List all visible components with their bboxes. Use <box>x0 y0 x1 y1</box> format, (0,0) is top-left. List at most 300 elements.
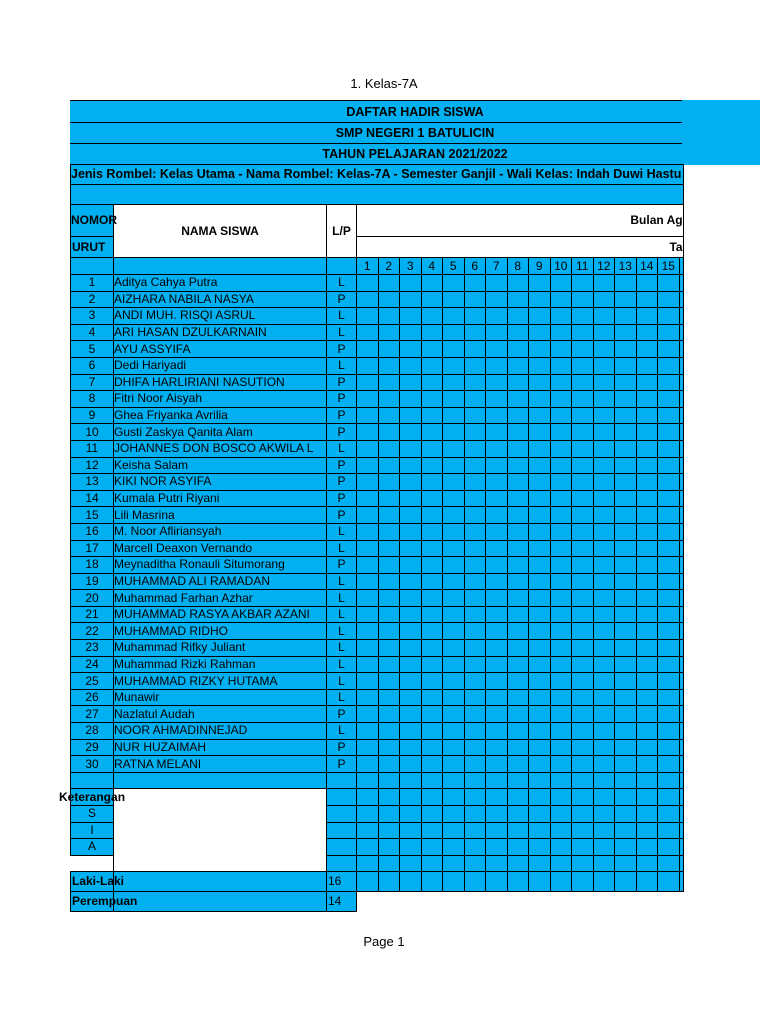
attendance-cell[interactable] <box>486 640 508 657</box>
attendance-cell[interactable] <box>679 822 683 839</box>
attendance-cell[interactable] <box>400 689 422 706</box>
attendance-cell[interactable] <box>658 739 680 756</box>
attendance-cell[interactable] <box>636 573 658 590</box>
attendance-cell[interactable] <box>357 855 379 872</box>
attendance-cell[interactable] <box>615 540 637 557</box>
attendance-cell[interactable] <box>636 806 658 823</box>
attendance-cell[interactable] <box>464 573 486 590</box>
attendance-cell[interactable] <box>486 855 508 872</box>
attendance-cell[interactable] <box>507 606 529 623</box>
attendance-cell[interactable] <box>636 606 658 623</box>
attendance-cell[interactable] <box>572 723 594 740</box>
attendance-cell[interactable] <box>464 557 486 574</box>
attendance-cell[interactable] <box>550 308 572 325</box>
attendance-cell[interactable] <box>378 822 400 839</box>
attendance-cell[interactable] <box>464 391 486 408</box>
attendance-cell[interactable] <box>400 407 422 424</box>
attendance-cell[interactable] <box>658 507 680 524</box>
attendance-cell[interactable] <box>572 440 594 457</box>
attendance-cell[interactable] <box>378 573 400 590</box>
attendance-cell[interactable] <box>636 523 658 540</box>
attendance-cell[interactable] <box>464 407 486 424</box>
attendance-cell[interactable] <box>421 275 443 292</box>
attendance-cell[interactable] <box>572 490 594 507</box>
attendance-cell[interactable] <box>550 507 572 524</box>
attendance-cell[interactable] <box>679 756 683 773</box>
attendance-cell[interactable] <box>464 324 486 341</box>
attendance-cell[interactable] <box>421 540 443 557</box>
attendance-cell[interactable] <box>400 772 422 789</box>
attendance-cell[interactable] <box>615 557 637 574</box>
attendance-cell[interactable] <box>400 474 422 491</box>
attendance-cell[interactable] <box>486 523 508 540</box>
attendance-cell[interactable] <box>593 275 615 292</box>
attendance-cell[interactable] <box>679 673 683 690</box>
attendance-cell[interactable] <box>464 291 486 308</box>
attendance-cell[interactable] <box>550 557 572 574</box>
attendance-cell[interactable] <box>636 557 658 574</box>
attendance-cell[interactable] <box>443 275 465 292</box>
attendance-cell[interactable] <box>357 590 379 607</box>
attendance-cell[interactable] <box>507 855 529 872</box>
attendance-cell[interactable] <box>572 424 594 441</box>
attendance-cell[interactable] <box>507 507 529 524</box>
attendance-cell[interactable] <box>443 623 465 640</box>
attendance-cell[interactable] <box>357 275 379 292</box>
attendance-cell[interactable] <box>615 640 637 657</box>
attendance-cell[interactable] <box>400 723 422 740</box>
attendance-cell[interactable] <box>636 357 658 374</box>
attendance-cell[interactable] <box>443 324 465 341</box>
attendance-cell[interactable] <box>615 772 637 789</box>
attendance-cell[interactable] <box>421 706 443 723</box>
attendance-cell[interactable] <box>357 806 379 823</box>
attendance-cell[interactable] <box>550 357 572 374</box>
attendance-cell[interactable] <box>421 756 443 773</box>
attendance-cell[interactable] <box>464 855 486 872</box>
attendance-cell[interactable] <box>658 341 680 358</box>
attendance-cell[interactable] <box>400 324 422 341</box>
attendance-cell[interactable] <box>550 673 572 690</box>
attendance-cell[interactable] <box>486 324 508 341</box>
attendance-cell[interactable] <box>593 291 615 308</box>
attendance-cell[interactable] <box>529 640 551 657</box>
attendance-cell[interactable] <box>378 391 400 408</box>
attendance-cell[interactable] <box>464 357 486 374</box>
attendance-cell[interactable] <box>593 789 615 806</box>
attendance-cell[interactable] <box>486 806 508 823</box>
attendance-cell[interactable] <box>357 374 379 391</box>
attendance-cell[interactable] <box>529 706 551 723</box>
attendance-cell[interactable] <box>679 739 683 756</box>
attendance-cell[interactable] <box>464 341 486 358</box>
attendance-cell[interactable] <box>421 374 443 391</box>
attendance-cell[interactable] <box>507 324 529 341</box>
attendance-cell[interactable] <box>593 706 615 723</box>
attendance-cell[interactable] <box>572 540 594 557</box>
attendance-cell[interactable] <box>615 457 637 474</box>
attendance-cell[interactable] <box>486 573 508 590</box>
attendance-cell[interactable] <box>357 440 379 457</box>
attendance-cell[interactable] <box>550 374 572 391</box>
attendance-cell[interactable] <box>486 374 508 391</box>
attendance-cell[interactable] <box>529 540 551 557</box>
attendance-cell[interactable] <box>615 689 637 706</box>
attendance-cell[interactable] <box>486 507 508 524</box>
attendance-cell[interactable] <box>658 656 680 673</box>
attendance-cell[interactable] <box>550 723 572 740</box>
attendance-cell[interactable] <box>529 739 551 756</box>
attendance-cell[interactable] <box>572 374 594 391</box>
attendance-cell[interactable] <box>357 772 379 789</box>
attendance-cell[interactable] <box>357 391 379 408</box>
attendance-cell[interactable] <box>443 806 465 823</box>
attendance-cell[interactable] <box>507 623 529 640</box>
attendance-cell[interactable] <box>421 407 443 424</box>
attendance-cell[interactable] <box>357 739 379 756</box>
attendance-cell[interactable] <box>400 275 422 292</box>
attendance-cell[interactable] <box>550 407 572 424</box>
attendance-cell[interactable] <box>443 407 465 424</box>
attendance-cell[interactable] <box>507 308 529 325</box>
attendance-cell[interactable] <box>636 474 658 491</box>
attendance-cell[interactable] <box>572 689 594 706</box>
attendance-cell[interactable] <box>529 855 551 872</box>
attendance-cell[interactable] <box>593 540 615 557</box>
attendance-cell[interactable] <box>357 341 379 358</box>
attendance-cell[interactable] <box>357 789 379 806</box>
attendance-cell[interactable] <box>443 855 465 872</box>
attendance-cell[interactable] <box>486 424 508 441</box>
attendance-cell[interactable] <box>550 640 572 657</box>
attendance-cell[interactable] <box>486 590 508 607</box>
attendance-cell[interactable] <box>421 772 443 789</box>
attendance-cell[interactable] <box>572 275 594 292</box>
attendance-cell[interactable] <box>357 656 379 673</box>
attendance-cell[interactable] <box>658 806 680 823</box>
attendance-cell[interactable] <box>593 308 615 325</box>
attendance-cell[interactable] <box>593 739 615 756</box>
attendance-cell[interactable] <box>464 490 486 507</box>
attendance-cell[interactable] <box>421 424 443 441</box>
attendance-cell[interactable] <box>421 490 443 507</box>
attendance-cell[interactable] <box>400 308 422 325</box>
attendance-cell[interactable] <box>615 407 637 424</box>
attendance-cell[interactable] <box>529 457 551 474</box>
attendance-cell[interactable] <box>443 756 465 773</box>
attendance-cell[interactable] <box>572 772 594 789</box>
attendance-cell[interactable] <box>679 474 683 491</box>
attendance-cell[interactable] <box>486 341 508 358</box>
attendance-cell[interactable] <box>529 424 551 441</box>
attendance-cell[interactable] <box>658 573 680 590</box>
attendance-cell[interactable] <box>658 590 680 607</box>
attendance-cell[interactable] <box>507 424 529 441</box>
attendance-cell[interactable] <box>443 606 465 623</box>
attendance-cell[interactable] <box>464 689 486 706</box>
attendance-cell[interactable] <box>550 424 572 441</box>
attendance-cell[interactable] <box>486 474 508 491</box>
attendance-cell[interactable] <box>529 606 551 623</box>
attendance-cell[interactable] <box>507 822 529 839</box>
attendance-cell[interactable] <box>529 308 551 325</box>
attendance-cell[interactable] <box>378 540 400 557</box>
attendance-cell[interactable] <box>615 573 637 590</box>
attendance-cell[interactable] <box>421 308 443 325</box>
attendance-cell[interactable] <box>400 374 422 391</box>
attendance-cell[interactable] <box>378 440 400 457</box>
attendance-cell[interactable] <box>400 872 422 892</box>
attendance-cell[interactable] <box>550 523 572 540</box>
attendance-cell[interactable] <box>443 308 465 325</box>
attendance-cell[interactable] <box>658 357 680 374</box>
attendance-cell[interactable] <box>636 673 658 690</box>
attendance-cell[interactable] <box>572 855 594 872</box>
attendance-cell[interactable] <box>421 839 443 856</box>
attendance-cell[interactable] <box>550 590 572 607</box>
attendance-cell[interactable] <box>378 656 400 673</box>
attendance-cell[interactable] <box>636 291 658 308</box>
attendance-cell[interactable] <box>443 557 465 574</box>
attendance-cell[interactable] <box>400 640 422 657</box>
attendance-cell[interactable] <box>529 872 551 892</box>
attendance-cell[interactable] <box>378 308 400 325</box>
attendance-cell[interactable] <box>636 640 658 657</box>
attendance-cell[interactable] <box>507 341 529 358</box>
attendance-cell[interactable] <box>636 656 658 673</box>
attendance-cell[interactable] <box>357 357 379 374</box>
attendance-cell[interactable] <box>572 407 594 424</box>
attendance-cell[interactable] <box>615 606 637 623</box>
attendance-cell[interactable] <box>658 640 680 657</box>
attendance-cell[interactable] <box>679 689 683 706</box>
attendance-cell[interactable] <box>679 706 683 723</box>
attendance-cell[interactable] <box>443 507 465 524</box>
attendance-cell[interactable] <box>658 839 680 856</box>
attendance-cell[interactable] <box>378 689 400 706</box>
attendance-cell[interactable] <box>507 407 529 424</box>
attendance-cell[interactable] <box>529 723 551 740</box>
attendance-cell[interactable] <box>400 706 422 723</box>
attendance-cell[interactable] <box>572 590 594 607</box>
attendance-cell[interactable] <box>572 756 594 773</box>
attendance-cell[interactable] <box>507 275 529 292</box>
attendance-cell[interactable] <box>550 855 572 872</box>
attendance-cell[interactable] <box>486 623 508 640</box>
attendance-cell[interactable] <box>378 739 400 756</box>
attendance-cell[interactable] <box>615 490 637 507</box>
attendance-cell[interactable] <box>507 374 529 391</box>
attendance-cell[interactable] <box>636 424 658 441</box>
attendance-cell[interactable] <box>421 324 443 341</box>
attendance-cell[interactable] <box>529 673 551 690</box>
attendance-cell[interactable] <box>658 291 680 308</box>
attendance-cell[interactable] <box>421 391 443 408</box>
attendance-cell[interactable] <box>464 440 486 457</box>
attendance-cell[interactable] <box>550 275 572 292</box>
attendance-cell[interactable] <box>378 839 400 856</box>
attendance-cell[interactable] <box>464 706 486 723</box>
attendance-cell[interactable] <box>378 324 400 341</box>
attendance-cell[interactable] <box>550 689 572 706</box>
attendance-cell[interactable] <box>400 756 422 773</box>
attendance-cell[interactable] <box>550 789 572 806</box>
attendance-cell[interactable] <box>529 324 551 341</box>
attendance-cell[interactable] <box>464 656 486 673</box>
attendance-cell[interactable] <box>400 391 422 408</box>
attendance-cell[interactable] <box>572 656 594 673</box>
attendance-cell[interactable] <box>593 490 615 507</box>
attendance-cell[interactable] <box>507 656 529 673</box>
attendance-cell[interactable] <box>421 689 443 706</box>
attendance-cell[interactable] <box>679 424 683 441</box>
attendance-cell[interactable] <box>507 689 529 706</box>
attendance-cell[interactable] <box>593 457 615 474</box>
attendance-cell[interactable] <box>593 640 615 657</box>
attendance-cell[interactable] <box>421 457 443 474</box>
attendance-cell[interactable] <box>679 507 683 524</box>
attendance-cell[interactable] <box>636 490 658 507</box>
attendance-cell[interactable] <box>378 590 400 607</box>
attendance-cell[interactable] <box>550 806 572 823</box>
attendance-cell[interactable] <box>529 341 551 358</box>
attendance-cell[interactable] <box>421 507 443 524</box>
attendance-cell[interactable] <box>507 640 529 657</box>
attendance-cell[interactable] <box>636 723 658 740</box>
attendance-cell[interactable] <box>658 407 680 424</box>
attendance-cell[interactable] <box>486 822 508 839</box>
attendance-cell[interactable] <box>529 391 551 408</box>
attendance-cell[interactable] <box>421 822 443 839</box>
attendance-cell[interactable] <box>507 474 529 491</box>
attendance-cell[interactable] <box>550 756 572 773</box>
attendance-cell[interactable] <box>378 806 400 823</box>
attendance-cell[interactable] <box>593 822 615 839</box>
attendance-cell[interactable] <box>636 374 658 391</box>
attendance-cell[interactable] <box>507 573 529 590</box>
attendance-cell[interactable] <box>593 756 615 773</box>
attendance-cell[interactable] <box>421 606 443 623</box>
attendance-cell[interactable] <box>658 673 680 690</box>
attendance-cell[interactable] <box>529 756 551 773</box>
attendance-cell[interactable] <box>443 590 465 607</box>
attendance-cell[interactable] <box>572 324 594 341</box>
attendance-cell[interactable] <box>464 590 486 607</box>
attendance-cell[interactable] <box>593 374 615 391</box>
attendance-cell[interactable] <box>486 689 508 706</box>
attendance-cell[interactable] <box>443 689 465 706</box>
attendance-cell[interactable] <box>550 474 572 491</box>
attendance-cell[interactable] <box>443 341 465 358</box>
attendance-cell[interactable] <box>636 872 658 892</box>
attendance-cell[interactable] <box>357 291 379 308</box>
attendance-cell[interactable] <box>464 789 486 806</box>
attendance-cell[interactable] <box>378 789 400 806</box>
attendance-cell[interactable] <box>572 341 594 358</box>
attendance-cell[interactable] <box>529 623 551 640</box>
attendance-cell[interactable] <box>400 457 422 474</box>
attendance-cell[interactable] <box>486 357 508 374</box>
attendance-cell[interactable] <box>679 308 683 325</box>
attendance-cell[interactable] <box>679 789 683 806</box>
attendance-cell[interactable] <box>658 457 680 474</box>
attendance-cell[interactable] <box>615 656 637 673</box>
attendance-cell[interactable] <box>421 573 443 590</box>
attendance-cell[interactable] <box>443 640 465 657</box>
attendance-cell[interactable] <box>378 756 400 773</box>
attendance-cell[interactable] <box>357 557 379 574</box>
attendance-cell[interactable] <box>615 357 637 374</box>
attendance-cell[interactable] <box>679 275 683 292</box>
attendance-cell[interactable] <box>593 772 615 789</box>
attendance-cell[interactable] <box>679 623 683 640</box>
attendance-cell[interactable] <box>572 822 594 839</box>
attendance-cell[interactable] <box>507 806 529 823</box>
attendance-cell[interactable] <box>550 490 572 507</box>
attendance-cell[interactable] <box>550 606 572 623</box>
attendance-cell[interactable] <box>443 391 465 408</box>
attendance-cell[interactable] <box>572 523 594 540</box>
attendance-cell[interactable] <box>636 855 658 872</box>
attendance-cell[interactable] <box>378 640 400 657</box>
attendance-cell[interactable] <box>658 523 680 540</box>
attendance-cell[interactable] <box>486 440 508 457</box>
attendance-cell[interactable] <box>378 341 400 358</box>
attendance-cell[interactable] <box>658 723 680 740</box>
attendance-cell[interactable] <box>507 391 529 408</box>
attendance-cell[interactable] <box>593 557 615 574</box>
attendance-cell[interactable] <box>550 656 572 673</box>
attendance-cell[interactable] <box>507 490 529 507</box>
attendance-cell[interactable] <box>529 656 551 673</box>
attendance-cell[interactable] <box>679 606 683 623</box>
attendance-cell[interactable] <box>529 772 551 789</box>
attendance-cell[interactable] <box>593 573 615 590</box>
attendance-cell[interactable] <box>593 623 615 640</box>
attendance-cell[interactable] <box>550 291 572 308</box>
attendance-cell[interactable] <box>400 623 422 640</box>
attendance-cell[interactable] <box>658 474 680 491</box>
attendance-cell[interactable] <box>658 855 680 872</box>
attendance-cell[interactable] <box>615 855 637 872</box>
attendance-cell[interactable] <box>529 689 551 706</box>
attendance-cell[interactable] <box>378 474 400 491</box>
attendance-cell[interactable] <box>378 457 400 474</box>
attendance-cell[interactable] <box>378 606 400 623</box>
attendance-cell[interactable] <box>572 308 594 325</box>
attendance-cell[interactable] <box>486 490 508 507</box>
attendance-cell[interactable] <box>593 606 615 623</box>
attendance-cell[interactable] <box>636 440 658 457</box>
attendance-cell[interactable] <box>443 291 465 308</box>
attendance-cell[interactable] <box>550 391 572 408</box>
attendance-cell[interactable] <box>378 772 400 789</box>
attendance-cell[interactable] <box>486 723 508 740</box>
attendance-cell[interactable] <box>464 507 486 524</box>
attendance-cell[interactable] <box>529 557 551 574</box>
attendance-cell[interactable] <box>615 391 637 408</box>
attendance-cell[interactable] <box>615 590 637 607</box>
attendance-cell[interactable] <box>658 424 680 441</box>
attendance-cell[interactable] <box>421 872 443 892</box>
attendance-cell[interactable] <box>550 839 572 856</box>
attendance-cell[interactable] <box>679 640 683 657</box>
attendance-cell[interactable] <box>421 723 443 740</box>
attendance-cell[interactable] <box>400 822 422 839</box>
attendance-cell[interactable] <box>658 706 680 723</box>
attendance-cell[interactable] <box>529 374 551 391</box>
attendance-cell[interactable] <box>550 772 572 789</box>
